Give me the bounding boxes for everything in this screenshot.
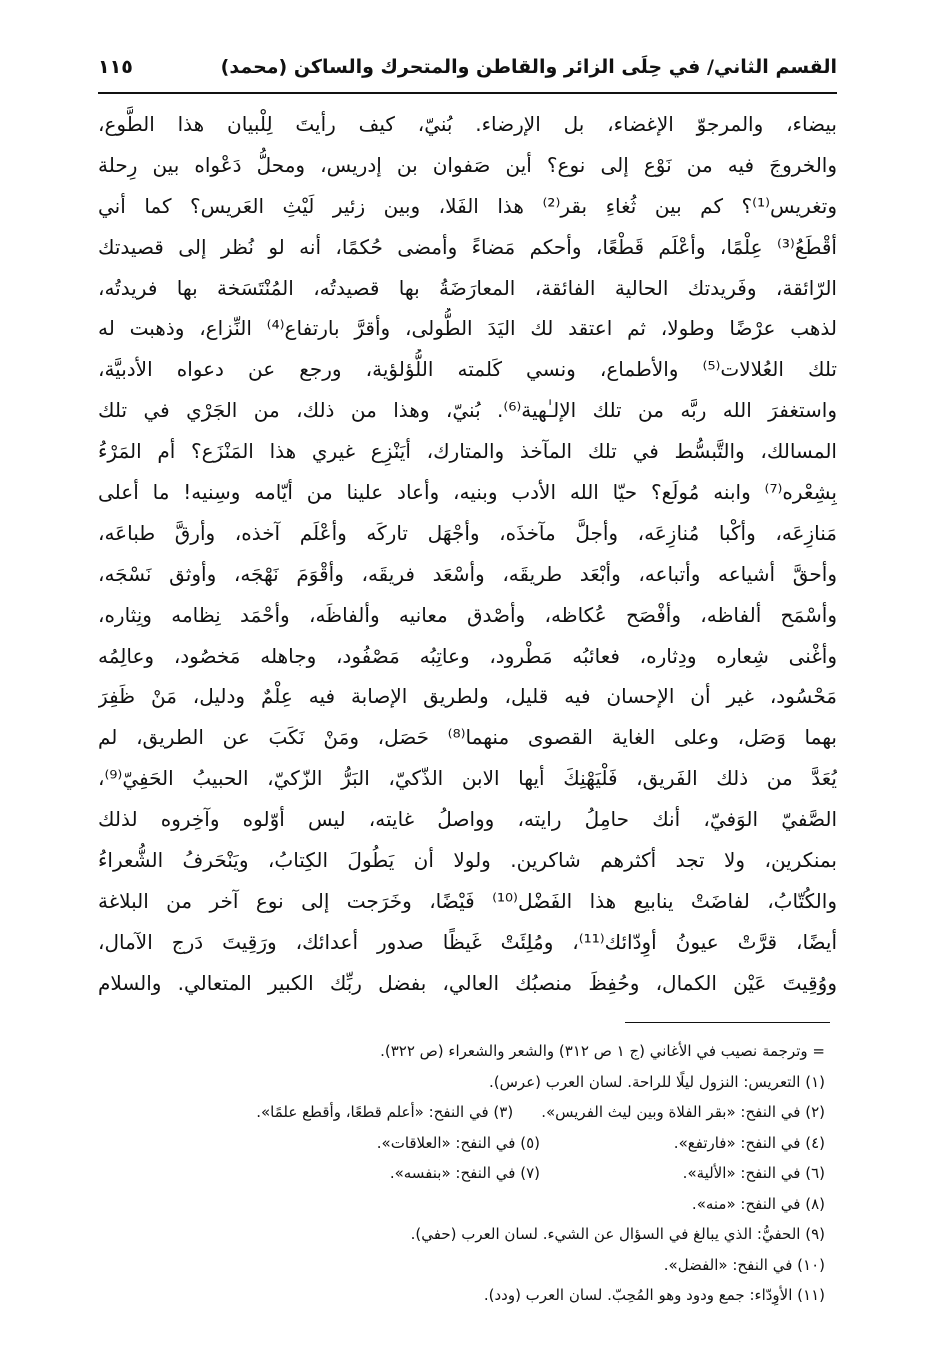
footnote-line (98, 1158, 825, 1189)
footnote-2: (٢) في النفح: «بقر الفلاة وبين ليث الفريس». (541, 1103, 825, 1121)
footnote-4: (٤) في النفح: «فارتفع». (673, 1133, 825, 1152)
footnote-line (98, 1189, 825, 1220)
text-line: وأغْنى شِعاره ودِثاره، فعائبُه مَطْرود، وعاتِبُه مَصْفُود، وجاهله مَخصُود، وعالِمُه (98, 643, 837, 668)
footnote-line (98, 1128, 825, 1159)
footnote-9: (٩) الحفيُّ: الذي يبالغ في السؤال عن الشيء. لسان العرب (حفي). (410, 1225, 825, 1243)
footnote-line (98, 1250, 825, 1281)
text-line: مَنازِعَه، وأكْبا مُنازِعَه، وأجلَّ مآخذَه، وأجْهَل تاركَه وأعْلَم آخذه، وأرقَّ طباعَه، (98, 520, 837, 545)
text-line: وأحقَّ أشياعه وأتباعه، وأبْعَد طريقَه، وأسْعَد فريقَه، وأقْوَمَ نَهْجَه، وأوثق نَسْجَه، (98, 561, 837, 586)
text-line: مَحْسُود، غير أن الإحسان فيه قليل، ولطريق الإصابة فيه عِلْمٌ ودليل، مَنْ ظَفِرَ (98, 684, 837, 709)
text-line: أيضًا، قرَّتْ عيونُ أوِدّائك⁽¹¹⁾، ومُلِئَتْ غَيظًا صدور أعدائك، ورَقِيتَ دَرج الآمال، (98, 929, 837, 954)
text-line: وأسْمَح ألفاظه، وأفْصَح عُكاظه، وأصْدق معانيه وألفاظَه، وأحْمَد نِظامه ونِثاره، (98, 602, 837, 627)
text-line: أقْطَعُ⁽³⁾ عِلْمًا، وأعْلَم قَطْعًا، وأحكم مَضاءً وأمضى حُكمًا، أنه لو نُظر إلى قصيدتك (98, 234, 837, 259)
text-line: ووُقِيتَ عَيْن الكمال، وحُفِظَ منصبُك العالي، بفضل ربِّك الكبير المتعالي. والسلام (98, 970, 837, 995)
text-line: بِشِعْره⁽⁷⁾ وابنه مُولَع؟ حيّا الله الأدب وبنيه، وأعاد علينا من أيّامه وسِنيه! ما أعلى (98, 480, 837, 505)
text-line: بيضاء، والمرجوّ الإغضاء، بل الإرضاء. بُنيّ، كيف رأيتَ لِلْبيان هذا الطَّوع، (98, 112, 837, 136)
text-line: الصَّفيّ الوَفيّ، أنك حامِلُ رايته، وواصلُ غايته، ليس أوّلوه وآخِروه لذلك (98, 807, 837, 832)
text-line: المسالك، والتَّبسُّط في تلك المآخذ والمتارك، أيَنْزِع غيري هذا المَنْزَع؟ أم المَرْءُ (98, 439, 837, 464)
text-line: وتغريس⁽¹⁾؟ كم بين ثُغاءِ بقر⁽²⁾ هذا الفَلا، وبين زئير لَيْثِ العَريس؟ كما أني (98, 193, 837, 218)
footnote-3: (٣) في النفح: «أعلم قطعًا، وأقطع علمًا». (256, 1103, 514, 1121)
footnotes (98, 1036, 825, 1311)
footnote-separator (625, 1022, 830, 1023)
text-line: الرّائقة، وفَريدتك الحالية الفائقة، المعارَضَةُ بها قصيدتُه، المُنْتَسَخة بها فريدتُه، (98, 275, 837, 300)
footnote-line (98, 1097, 825, 1128)
footnote-line (98, 1280, 825, 1311)
footnote-5: (٥) في النفح: «العلاقات». (376, 1133, 540, 1152)
footnote-6: (٦) في النفح: «الألية». (682, 1164, 825, 1182)
footnote-7: (٧) في النفح: «بنفسه». (389, 1164, 540, 1182)
text-line: تلك العُلالات⁽⁵⁾ والأطماع، ونسي كَلمته اللُّؤلؤية، ورجع عن دعواه الأدبيَّة، (98, 357, 837, 382)
footnote-10: (١٠) في النفح: «الفضل». (663, 1255, 825, 1274)
footnote-line (98, 1067, 825, 1098)
running-header (98, 52, 837, 94)
main-text (98, 104, 837, 1004)
text-line: والكُتّابُ، لفاضَتْ ينابيع هذا الفَضْل⁽¹⁰⁾ فَيْضًا، وخَرَجت إلى نوع آخر من البلاغة (98, 888, 837, 913)
footnote-line (98, 1036, 825, 1067)
text-line: بهما وَصَل، وعلى الغاية القصوى منهما⁽⁸⁾ حَصَل، ومَنْ نَكَبَ عن الطريق، لم (98, 725, 837, 750)
footnote-1: (١) التعريس: النزول ليلًا للراحة. لسان العرب (عرس). (489, 1072, 825, 1091)
footnote-continued: = وترجمة نصيب في الأغاني (ج ١ ص ٣١٢) والشعر والشعراء (ص ٣٢٢). (380, 1042, 825, 1060)
text-line: يُعَدَّ من ذلك الفَريق، فَلْيَهْنِكَ أيها الابن الذّكيّ، البَرُّ الزّكيّ، الحبيبُ الحَفِيّ⁽⁹⁾، (98, 766, 837, 791)
footnote-11: (١١) الأوِدّاء: جمع ودود وهو المُحِبّ. لسان العرب (ودد). (483, 1286, 825, 1304)
text-line: والخروجَ فيه من نَوْع إلى نوع؟ أين صَفوان بن إدريس، ومحلُّ دَعْواه بين رِحلة (98, 152, 837, 177)
text-line: لذهب عرْضًا وطولا، ثم اعتقد لك اليَدَ الطُّولى، وأقرَّ بارتفاع⁽⁴⁾ النِّزاع، وذهبت له (98, 316, 837, 341)
footnote-line (98, 1219, 825, 1250)
header-title: القسم الثاني/ في حِلَى الزائر والقاطن والمتحرك والساكن (محمد) (220, 56, 837, 78)
page-number: ١١٥ (98, 56, 133, 78)
footnote-8: (٨) في النفح: «منه». (691, 1194, 825, 1213)
text-line: بمنكرين، ولا تجد أكثرهم شاكرين. ولولا أن يَطُولَ الكِتابُ، ويَنْحَرفُ الشُّعراءُ (98, 848, 837, 873)
text-line: واستغفرَ الله ربَّه من تلك الإلـٰهية⁽⁶⁾. بُنيّ، وهذا من ذلك، من الجَرْي في تلك (98, 398, 837, 423)
